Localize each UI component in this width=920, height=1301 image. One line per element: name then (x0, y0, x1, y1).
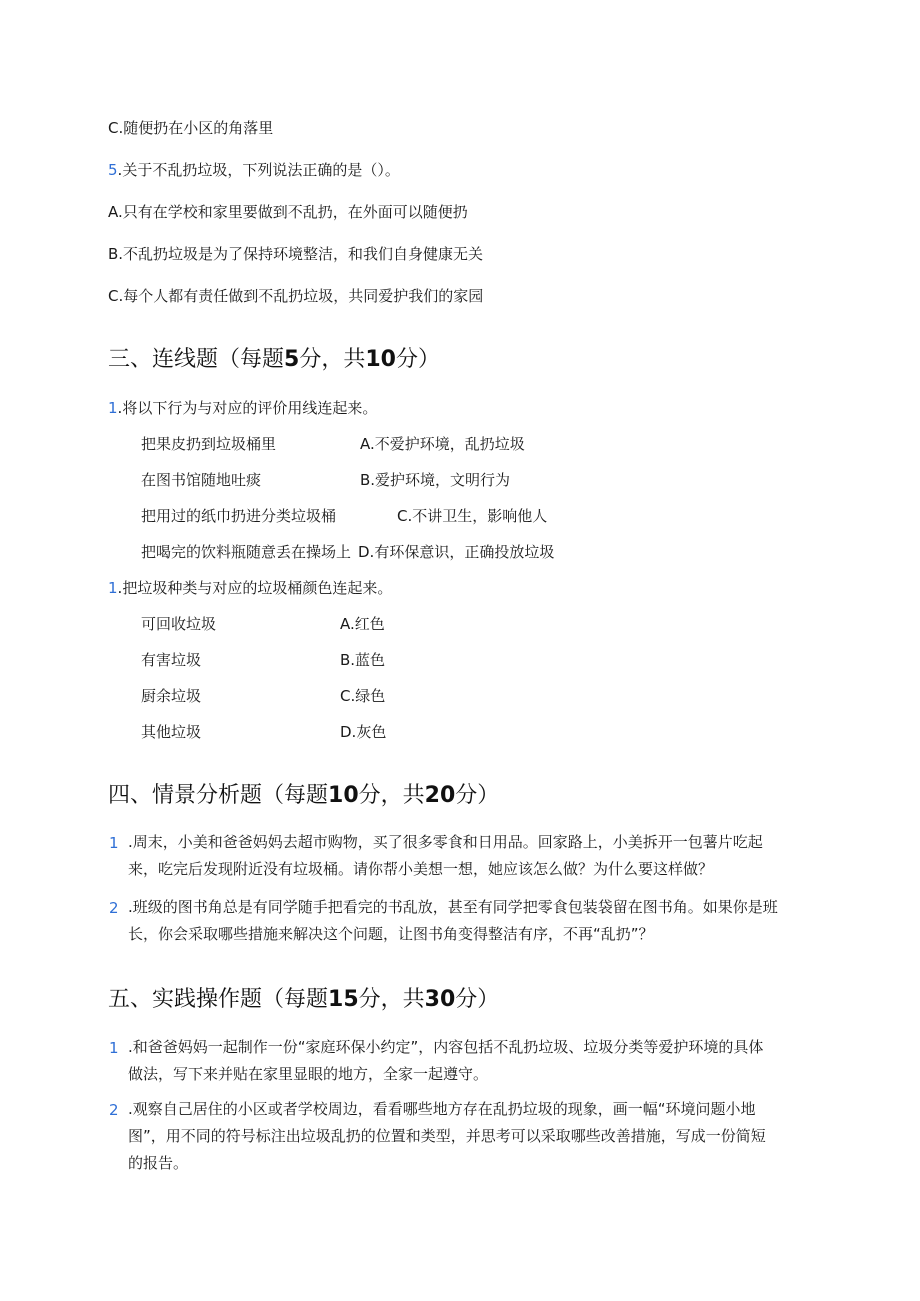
s3-q2-left-item: 厨余垃圾 (141, 687, 202, 705)
s3-q1-right-item: B.爱护环境，文明行为 (360, 471, 511, 489)
s3-q2-left-item: 其他垃圾 (141, 723, 202, 741)
s3-q2-stem (108, 578, 392, 598)
section3-heading-n2: 10 (365, 347, 396, 372)
s4-q1-line2: 来，吃完后发现附近没有垃圾桶。请你帮小美想一想，她应该怎么做？为什么要这样做？ (128, 860, 714, 878)
q5-option-a: A.只有在学校和家里要做到不乱扔，在外面可以随便扔 (108, 203, 468, 221)
section4-heading-n2: 20 (424, 783, 456, 808)
section5-heading-n2: 30 (424, 987, 456, 1012)
s4-q2-line2: 长，你会采取哪些措施来解决这个问题，让图书角变得整洁有序，不再“乱扔”？ (128, 925, 654, 943)
q5-stem (108, 160, 400, 180)
section4-heading-suffix: 分） (455, 783, 500, 808)
s4-q2-line1: .班级的图书角总是有同学随手把看完的书乱放，甚至有同学把零食包装袋留在图书角。如果你是班 (128, 898, 778, 916)
q5-text: .关于不乱扔垃圾，下列说法正确的是（）。 (117, 161, 400, 179)
s5-q2-line3: 的报告。 (128, 1154, 189, 1172)
s3-q1-left-item: 把果皮扔到垃圾桶里 (141, 435, 277, 453)
section3-heading (108, 346, 440, 374)
s3-q1-left-item: 把用过的纸巾扔进分类垃圾桶 (141, 507, 337, 525)
s5-q2-line2: 图”，用不同的符号标注出垃圾乱扔的位置和类型，并思考可以采取哪些改善措施，写成一份简短 (128, 1127, 766, 1145)
section5-heading-mid: 分，共 (358, 987, 425, 1012)
section4-heading-prefix: 四、情景分析题（每题 (108, 783, 329, 808)
section3-heading-prefix: 三、连线题（每题 (108, 347, 285, 372)
section4-heading-mid: 分，共 (358, 783, 425, 808)
s3-q1-right-item: C.不讲卫生，影响他人 (397, 507, 548, 525)
s5-q1-number: 1 (109, 1039, 119, 1057)
s3-q2-left-item: 有害垃圾 (141, 651, 202, 669)
section3-heading-n1: 5 (284, 347, 300, 372)
s5-q1-line2: 做法，写下来并贴在家里显眼的地方，全家一起遵守。 (128, 1065, 489, 1083)
s3-q1-text: .将以下行为与对应的评价用线连起来。 (117, 399, 378, 417)
s5-q1-line1: .和爸爸妈妈一起制作一份“家庭环保小约定”，内容包括不乱扔垃圾、垃圾分类等爱护环境的具体 (128, 1038, 764, 1056)
section4-heading (108, 782, 499, 810)
s3-q2-right-item: C.绿色 (340, 687, 386, 705)
s4-q1-line1: .周末，小美和爸爸妈妈去超市购物，买了很多零食和日用品。回家路上，小美拆开一包薯片吃起 (128, 833, 763, 851)
s3-q2-right-item: A.红色 (340, 615, 385, 633)
section3-heading-mid: 分，共 (299, 347, 366, 372)
s4-q1-number: 1 (109, 834, 119, 852)
q5-option-b: B.不乱扔垃圾是为了保持环境整洁，和我们自身健康无关 (108, 245, 484, 263)
s5-q2-line1: .观察自己居住的小区或者学校周边，看看哪些地方存在乱扔垃圾的现象，画一幅“环境问题小地 (128, 1100, 756, 1118)
s3-q1-left-item: 在图书馆随地吐痰 (141, 471, 262, 489)
s3-q1-stem (108, 398, 377, 418)
s3-q1-right-item: D.有环保意识，正确投放垃圾 (358, 543, 555, 561)
s5-q2-number: 2 (109, 1101, 119, 1119)
section4-heading-n1: 10 (328, 783, 359, 808)
section5-heading-suffix: 分） (455, 987, 500, 1012)
s3-q1-number: 1 (108, 399, 118, 417)
q4-option-c: C.随便扔在小区的角落里 (108, 119, 274, 137)
section5-heading-prefix: 五、实践操作题（每题 (108, 987, 329, 1012)
s4-q2-number: 2 (109, 899, 119, 917)
section3-heading-suffix: 分） (395, 347, 440, 372)
s3-q1-right-item: A.不爱护环境，乱扔垃圾 (360, 435, 525, 453)
s3-q2-left-item: 可回收垃圾 (141, 615, 217, 633)
s3-q2-number: 1 (108, 579, 118, 597)
q5-option-c: C.每个人都有责任做到不乱扔垃圾，共同爱护我们的家园 (108, 287, 484, 305)
section5-heading-n1: 15 (328, 987, 359, 1012)
section5-heading (108, 986, 499, 1014)
q5-number: 5 (108, 161, 118, 179)
s3-q2-right-item: B.蓝色 (340, 651, 386, 669)
s3-q2-right-item: D.灰色 (340, 723, 387, 741)
s3-q1-left-item: 把喝完的饮料瓶随意丢在操场上 (141, 543, 352, 561)
s3-q2-text: .把垃圾种类与对应的垃圾桶颜色连起来。 (117, 579, 393, 597)
